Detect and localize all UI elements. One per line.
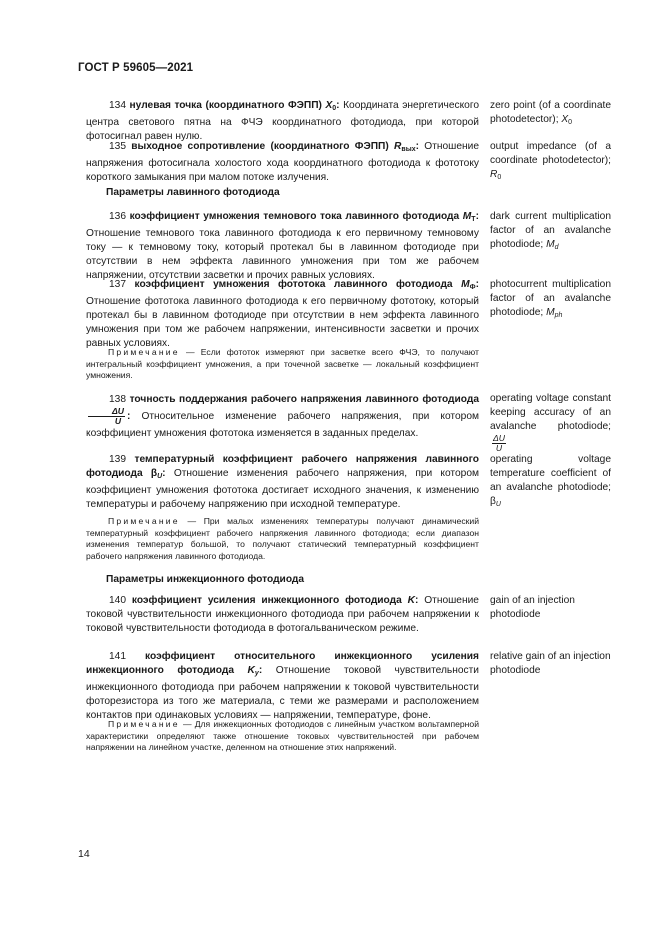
entry-139-definition: Отношение изменения рабочего напряжения, при котором коэффициент умножения фототока достигает исходного значения, к изменению температуры и рабочему напряжению при исходной температуре.: [86, 467, 479, 510]
entry-137-ru: 137 коэффициент умножения фототока лавинного фотодиода $M_Ф$: Отношение фототока лавинного фотодиода к его первичному фототоку, который протекал бы в лавинном фотодиоде при отсутствии в нем эффекта лавинного умножения при том же рабочем напряжении, интенсивности засветки и прочих равных условиях.: [86, 279, 479, 349]
entry-136-definition: Отношение темнового тока лавинного фотодиода к его первичному темновому току — к темновому току, который протекал бы в лавинном фотодиоде при отсутствии в нем эффекта лавинного умножения при том же рабочем напряжении, отсутствии засветки и прочих равных условиях.: [86, 227, 479, 281]
entry-139-ru: 139 температурный коэффициент рабочего напряжения лавинного фотодиода βU: Отношение изменения рабочего напряжения, при котором коэффициент умножения фототока достигает исходного значения, к изменению температуры и рабочему напряжению при исходной температуре.: [86, 454, 479, 510]
entry-141-ru: 141 коэффициент относительного инжекционного усиления инжекционного фотодиода Ky: Отношение токовой чувствительности инжекционного фотодиода при рабочем напряжении к токовой чувствительности фоторезистора из того же материала, с теми же размерами и расположением контактов при одинаковых условиях — напряжении, температуре, фоне.: [86, 651, 479, 721]
note-1: Примечание — Если фототок измеряют при засветке всего ФЧЭ, то получают интегральный коэффициент умножения, а при точечной засветке — локальный коэффициент умножения.: [86, 347, 479, 381]
entry-141-en: relative gain of an injection photodiode: [490, 651, 611, 676]
fraction-delta-u-over-u-en: $\frac{\Delta U}{U}$: [493, 432, 505, 453]
entry-140-en: gain of an injection photodiode: [490, 595, 575, 620]
entry-135-en: output impedance (of a coordinate photodetector); $R_0$: [490, 141, 611, 181]
page-number: 14: [78, 848, 90, 860]
note-2: Примечание — При малых изменениях температуры получают динамический температурный коэффициент рабочего напряжения лавинного фотодиода; если диапазон изменения температур большой, то получают статический температурный коэффициент рабочего напряжения лавинного фотодиода.: [86, 516, 479, 561]
entry-138-ru: 138 точность поддержания рабочего напряжения лавинного фотодиода $\frac{\Delta U}{U}$ : Относительное изменение рабочего напряжения, при котором коэффициент умножения фототока изменяется в заданных пределах.: [86, 394, 479, 439]
entry-136-en: dark current multiplication factor of an avalanche photodiode; Md: [490, 211, 611, 251]
entry-138-definition: Относительное изменение рабочего напряжения, при котором коэффициент умножения фототока изменяется в заданных пределах.: [86, 411, 479, 439]
entry-139-en: operating voltage temperature coefficient of an avalanche photodiode; βU: [490, 454, 611, 508]
entry-136-term: коэффициент умножения темнового тока лавинного фотодиода: [129, 211, 460, 222]
entry-136-ru: 136 коэффициент умножения темнового тока лавинного фотодиода $M_T$: Отношение темнового тока лавинного фотодиода к его первичному темновому току — к темновому току, который протекал бы в лавинном фотодиоде при отсутствии в нем эффекта лавинного умножения при том же рабочем напряжении, отсутствии засветки и прочих равных условиях.: [86, 211, 479, 281]
section-avalanche: Параметры лавинного фотодиода: [106, 187, 280, 198]
entry-135-definition: Отношение напряжения фотосигнала холостого хода координатного фотодиода к фототоку короткого замыкания при малом потоке излучения.: [86, 141, 479, 183]
entry-134-en: zero point (of a coordinate photodetector); $X_0$: [490, 100, 611, 126]
entry-141-definition: Отношение токовой чувствительности инжекционного фотодиода при рабочем напряжении к токовой чувствительности фоторезистора из того же материала, с теми же размерами и расположением контактов при одинаковых условиях — напряжении, температуре, фоне.: [86, 664, 479, 721]
entry-134-definition: Координата энергетического центра светового пятна на ФЧЭ координатного фотодиода, при которой фотосигнал равен нулю.: [86, 100, 480, 142]
entry-138-term: точность поддержания рабочего напряжения лавинного фотодиода: [129, 394, 479, 405]
entry-135-ru: 135 выходное сопротивление (координатного ФЭПП) $R_{вых}$: Отношение напряжения фотосигнала холостого хода координатного фотодиода к фототоку короткого замыкания при малом потоке излучения.: [86, 141, 479, 183]
entry-140-ru: 140 коэффициент усиления инжекционного фотодиода K: Отношение токовой чувствительности инжекционного фотодиода при рабочем напряжении к токовой чувствительности фотодиода в фотогальваническом режиме.: [86, 595, 479, 634]
entry-137-en: photocurrent multiplication factor of an avalanche photodiode; Mph: [490, 279, 611, 319]
note-3: Примечание — Для инжекционных фотодиодов с линейным участком вольтамперной характеристики определяют также отношение токовых чувствительностей при рабочем напряжении на линейном участке, деленном на отношение этих напряжений.: [86, 719, 479, 753]
document-header: ГОСТ Р 59605—2021: [78, 62, 194, 74]
entry-140-definition: Отношение токовой чувствительности инжекционного фотодиода при рабочем напряжении к токовой чувствительности фотодиода в фотогальваническом режиме.: [86, 595, 479, 634]
entry-139-term: температурный коэффициент рабочего напряжения лавинного фотодиода: [86, 454, 479, 479]
section-injection: Параметры инжекционного фотодиода: [106, 574, 305, 585]
entry-140-term: коэффициент усиления инжекционного фотодиода: [131, 595, 402, 606]
entry-134-ru: 134 нулевая точка (координатного ФЭПП) $X_0$: Координата энергетического центра светового пятна на ФЧЭ координатного фотодиода, при которой фотосигнал равен нулю.: [86, 100, 480, 142]
entry-141-term: коэффициент относительного инжекционного усиления инжекционного фотодиода: [86, 651, 479, 676]
entry-134-term: нулевая точка (координатного ФЭПП): [129, 100, 322, 111]
entry-135-term: выходное сопротивление (координатного ФЭПП): [131, 141, 389, 152]
entry-138-en: operating voltage constant keeping accuracy of an avalanche photodiode; $\frac{\Delta U}{U}$: [490, 393, 611, 453]
entry-137-definition: Отношение фототока лавинного фотодиода к его первичному фототоку, который протекал бы в лавинном фотодиоде при отсутствии в нем эффекта лавинного умножения при том же рабочем напряжении, интенсивности засветки и прочих равных условиях.: [86, 295, 479, 349]
fraction-delta-u-over-u: $\frac{\Delta U}{U}$: [88, 407, 125, 426]
entry-137-term: коэффициент умножения фототока лавинного фотодиода: [134, 279, 453, 290]
